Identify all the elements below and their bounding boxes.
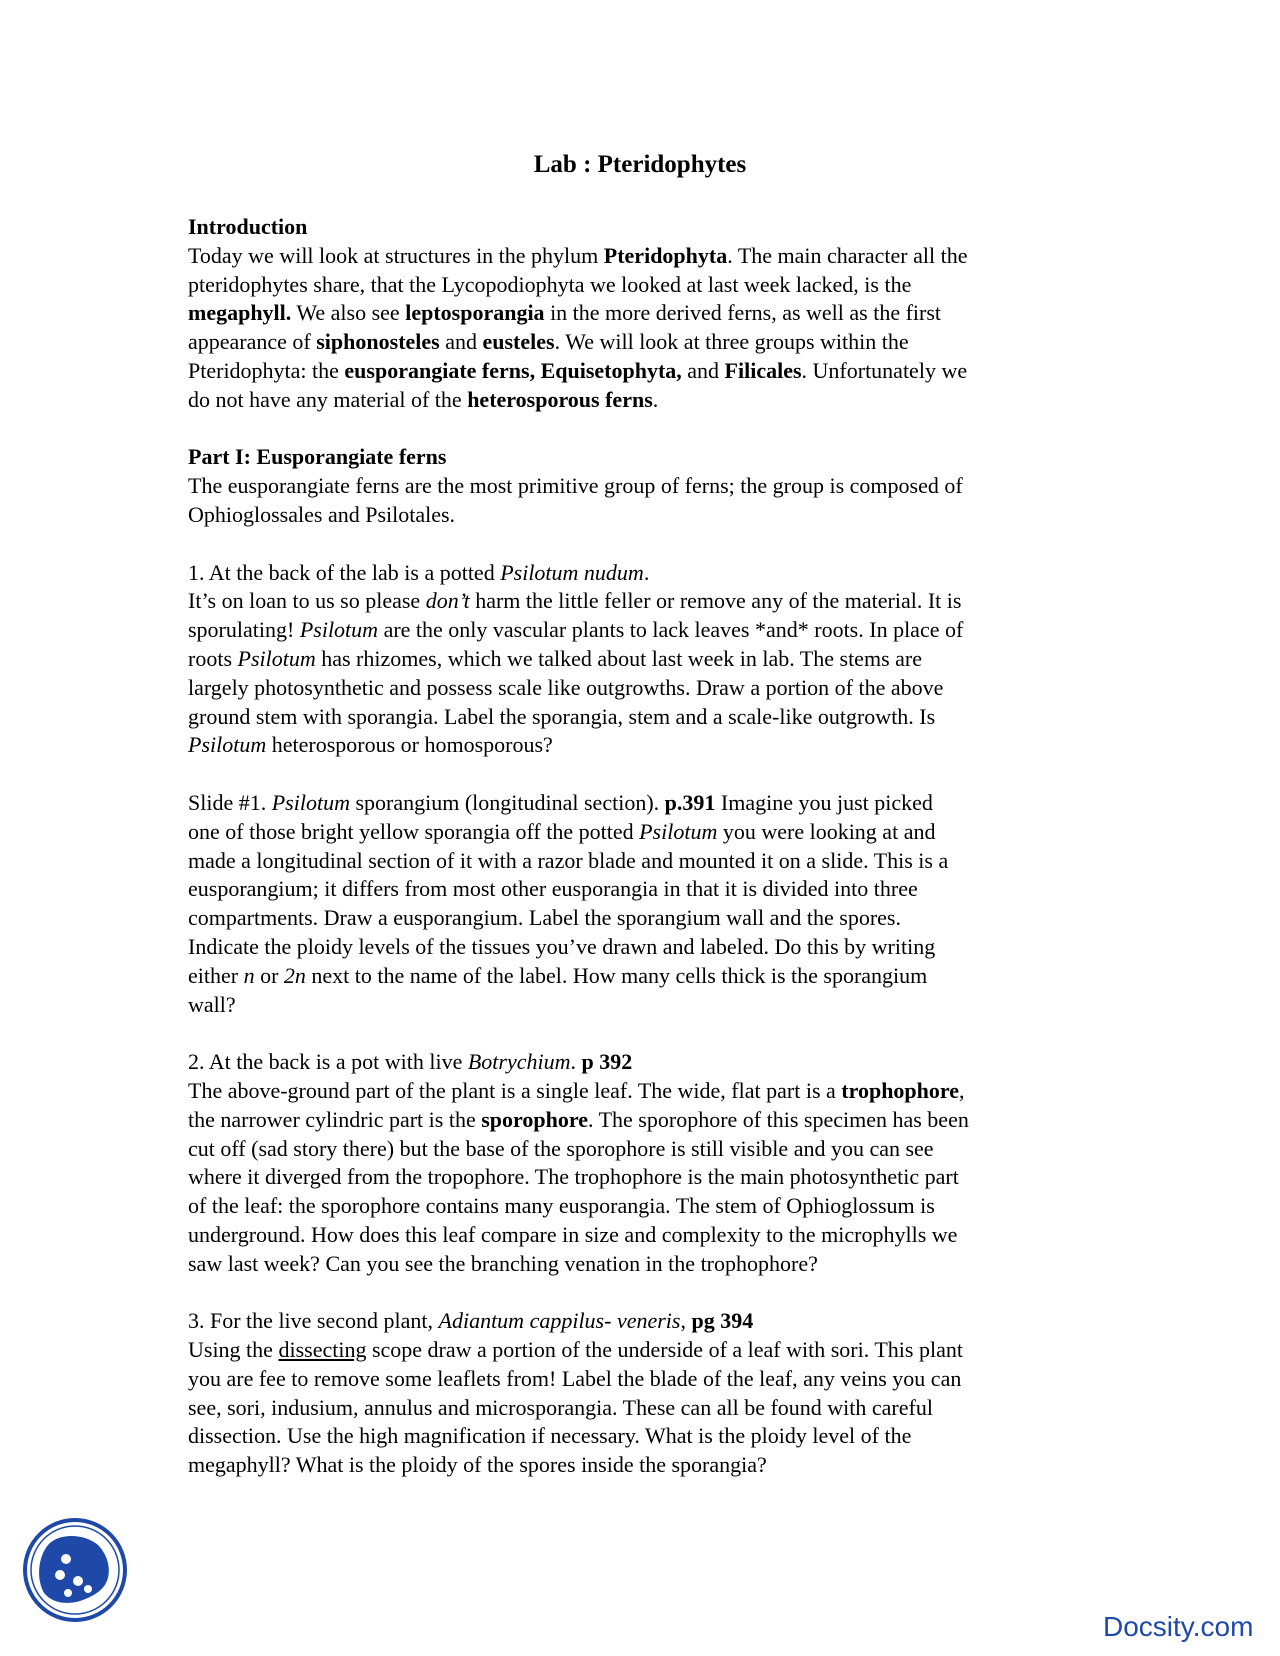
docsity-watermark: Docsity.com — [1103, 1611, 1254, 1642]
text-run: . — [652, 386, 659, 412]
text-run: the narrower cylindric part is the — [188, 1106, 482, 1132]
text-line — [188, 1307, 1108, 1336]
text-run: sporangium (longitudinal section). — [349, 789, 665, 815]
section — [188, 443, 1108, 529]
text-run: scope draw a portion of the underside of a leaf with sori. This plant — [366, 1337, 963, 1363]
text-run: largely photosynthetic and possess scale like outgrowths. Draw a portion of the above — [188, 674, 944, 700]
text-line — [188, 559, 1108, 588]
text-run: has rhizomes, which we talked about last week in lab. The stems are — [315, 645, 922, 671]
text-run: . We will look at three groups within the — [554, 329, 909, 355]
bold-term: p 392 — [581, 1049, 633, 1075]
underlined-term: dissecting — [278, 1337, 367, 1363]
text-line — [188, 645, 1108, 674]
text-line — [188, 1336, 1108, 1365]
text-run: compartments. Draw a eusporangium. Label the sporangium wall and the spores. — [188, 905, 901, 931]
text-run: The above-ground part of the plant is a single leaf. The wide, flat part is a — [188, 1077, 842, 1103]
text-run: and — [439, 329, 483, 355]
text-run: pteridophytes share, that the Lycopodiophyta we looked at last week lacked, is the — [188, 271, 912, 297]
section — [188, 789, 1108, 1019]
bold-term: heterosporous ferns — [467, 386, 653, 412]
text-run: wall? — [188, 991, 236, 1017]
text-run: cut off (sad story there) but the base of the sporophore is still visible and you can see — [188, 1135, 934, 1161]
italic-term: Psilotum — [639, 818, 718, 844]
text-run: Pteridophyta: the — [188, 357, 345, 383]
paragraph-gap — [188, 415, 1108, 444]
text-run: are the only vascular plants to lack leaves *and* roots. In place of — [378, 617, 964, 643]
bold-term: megaphyll. — [188, 300, 292, 326]
text-run: either — [188, 962, 244, 988]
text-line — [188, 386, 1108, 415]
bold-term: trophophore — [841, 1077, 960, 1103]
text-line — [188, 1192, 1108, 1221]
italic-term: n — [243, 962, 255, 988]
text-run: Ophioglossales and Psilotales. — [188, 501, 456, 527]
text-line — [188, 789, 1108, 818]
section — [188, 213, 1108, 415]
text-line — [188, 587, 1108, 616]
text-line — [188, 299, 1108, 328]
text-line — [188, 1451, 1108, 1480]
text-run: harm the little feller or remove any of the material. It is — [469, 588, 962, 614]
section — [188, 1307, 1108, 1480]
text-run: in the more derived ferns, as well as the first — [544, 300, 942, 326]
text-run: dissection. Use the high magnification if necessary. What is the ploidy level of the — [188, 1423, 912, 1449]
text-run: underground. How does this leaf compare in size and complexity to the microphylls we — [188, 1221, 958, 1247]
italic-term: 2n — [283, 962, 306, 988]
text-line — [188, 1163, 1108, 1192]
section — [188, 1048, 1108, 1278]
text-run: see, sori, indusium, annulus and microsporangia. These can all be found with careful — [188, 1394, 933, 1420]
text-run: The eusporangiate ferns are the most primitive group of ferns; the group is composed of — [188, 473, 963, 499]
italic-term: Psilotum — [188, 732, 267, 758]
bold-term: pg 394 — [691, 1308, 754, 1334]
document-body — [188, 213, 1108, 1480]
italic-term: Psilotum — [237, 645, 316, 671]
docsity-logo-icon — [22, 1517, 128, 1623]
text-run: . The sporophore of this specimen has been — [588, 1106, 969, 1132]
text-run: We also see — [291, 300, 406, 326]
bold-term: eusporangiate ferns, Equisetophyta, — [344, 357, 682, 383]
italic-term: Botrychium — [467, 1049, 571, 1075]
bold-term: eusteles — [482, 329, 555, 355]
text-line — [188, 991, 1108, 1020]
text-run: one of those bright yellow sporangia off the potted — [188, 818, 640, 844]
italic-term: don’t — [425, 588, 470, 614]
text-run: sporulating! — [188, 617, 300, 643]
text-run: Using the — [188, 1337, 279, 1363]
text-line — [188, 904, 1108, 933]
paragraph-gap — [188, 1278, 1108, 1307]
text-run: you were looking at and — [717, 818, 936, 844]
section — [188, 559, 1108, 761]
text-run: 2. At the back is a pot with live — [188, 1049, 468, 1075]
text-line — [188, 242, 1108, 271]
text-line — [188, 875, 1108, 904]
text-line — [188, 1048, 1108, 1077]
text-line — [188, 703, 1108, 732]
text-line — [188, 1365, 1108, 1394]
text-run: or — [254, 962, 284, 988]
text-run: Today we will look at structures in the phylum — [188, 242, 604, 268]
text-line — [188, 1422, 1108, 1451]
italic-term: Adiantum cappilus- veneris — [438, 1308, 681, 1334]
text-line — [188, 501, 1108, 530]
paragraph-gap — [188, 1019, 1108, 1048]
heading-line — [188, 443, 1108, 472]
text-line — [188, 271, 1108, 300]
text-line — [188, 1106, 1108, 1135]
paragraph-gap — [188, 530, 1108, 559]
text-line — [188, 1394, 1108, 1423]
bold-term: Pteridophyta — [603, 242, 728, 268]
text-line — [188, 357, 1108, 386]
text-run: eusporangium; it differs from most other eusporangia in that it is divided into three — [188, 876, 918, 902]
text-run: next to the name of the label. How many cells thick is the sporangium — [305, 962, 928, 988]
text-run: roots — [188, 645, 238, 671]
text-line — [188, 1135, 1108, 1164]
bold-term: Filicales — [724, 357, 802, 383]
text-run: and — [681, 357, 725, 383]
text-run: , — [680, 1308, 692, 1334]
text-line — [188, 472, 1108, 501]
italic-term: Psilotum — [271, 789, 350, 815]
text-line — [188, 328, 1108, 357]
text-line — [188, 818, 1108, 847]
section-heading: Part I: Eusporangiate ferns — [188, 444, 447, 470]
text-run: . Unfortunately we — [801, 357, 968, 383]
text-line — [188, 674, 1108, 703]
bold-term: sporophore — [481, 1106, 588, 1132]
text-run: . The main character all the — [727, 242, 968, 268]
text-line — [188, 1077, 1108, 1106]
text-run: 3. For the live second plant, — [188, 1308, 439, 1334]
text-run: you are fee to remove some leaflets from! Label the blade of the leaf, any veins you can — [188, 1365, 962, 1391]
italic-term: Psilotum — [299, 617, 379, 643]
text-run: Slide #1. — [188, 789, 272, 815]
page-title: Lab : Pteridophytes — [533, 151, 747, 178]
text-run: It’s on loan to us so please — [188, 588, 426, 614]
text-run: . — [570, 1049, 582, 1075]
text-line — [188, 616, 1108, 645]
text-run: made a longitudinal section of it with a razor blade and mounted it on a slide. This is a — [188, 847, 949, 873]
text-run: Imagine you just picked — [715, 789, 933, 815]
text-run: appearance of — [188, 329, 317, 355]
bold-term: siphonosteles — [316, 329, 440, 355]
text-run: Indicate the ploidy levels of the tissues you’ve drawn and labeled. Do this by writing — [188, 933, 936, 959]
text-line — [188, 933, 1108, 962]
paragraph-gap — [188, 760, 1108, 789]
text-run: where it diverged from the tropophore. The trophophore is the main photosynthetic part — [188, 1164, 959, 1190]
text-run: . — [643, 559, 650, 585]
text-run: saw last week? Can you see the branching venation in the trophophore? — [188, 1250, 818, 1276]
text-run: heterosporous or homosporous? — [266, 732, 553, 758]
text-line — [188, 962, 1108, 991]
bold-term: leptosporangia — [405, 300, 545, 326]
text-line — [188, 1250, 1108, 1279]
bold-term: p.391 — [664, 789, 716, 815]
italic-term: Psilotum nudum — [500, 559, 644, 585]
text-run: megaphyll? What is the ploidy of the spores inside the sporangia? — [188, 1452, 767, 1478]
text-line — [188, 731, 1108, 760]
heading-line — [188, 213, 1108, 242]
text-line — [188, 1221, 1108, 1250]
section-heading: Introduction — [188, 214, 308, 239]
text-run: of the leaf: the sporophore contains many eusporangia. The stem of Ophioglossum is — [188, 1193, 935, 1219]
text-run: do not have any material of the — [188, 386, 468, 412]
text-run: , — [959, 1077, 965, 1103]
text-run: 1. At the back of the lab is a potted — [188, 559, 501, 585]
text-line — [188, 847, 1108, 876]
text-run: ground stem with sporangia. Label the sporangia, stem and a scale-like outgrowth. Is — [188, 703, 936, 729]
